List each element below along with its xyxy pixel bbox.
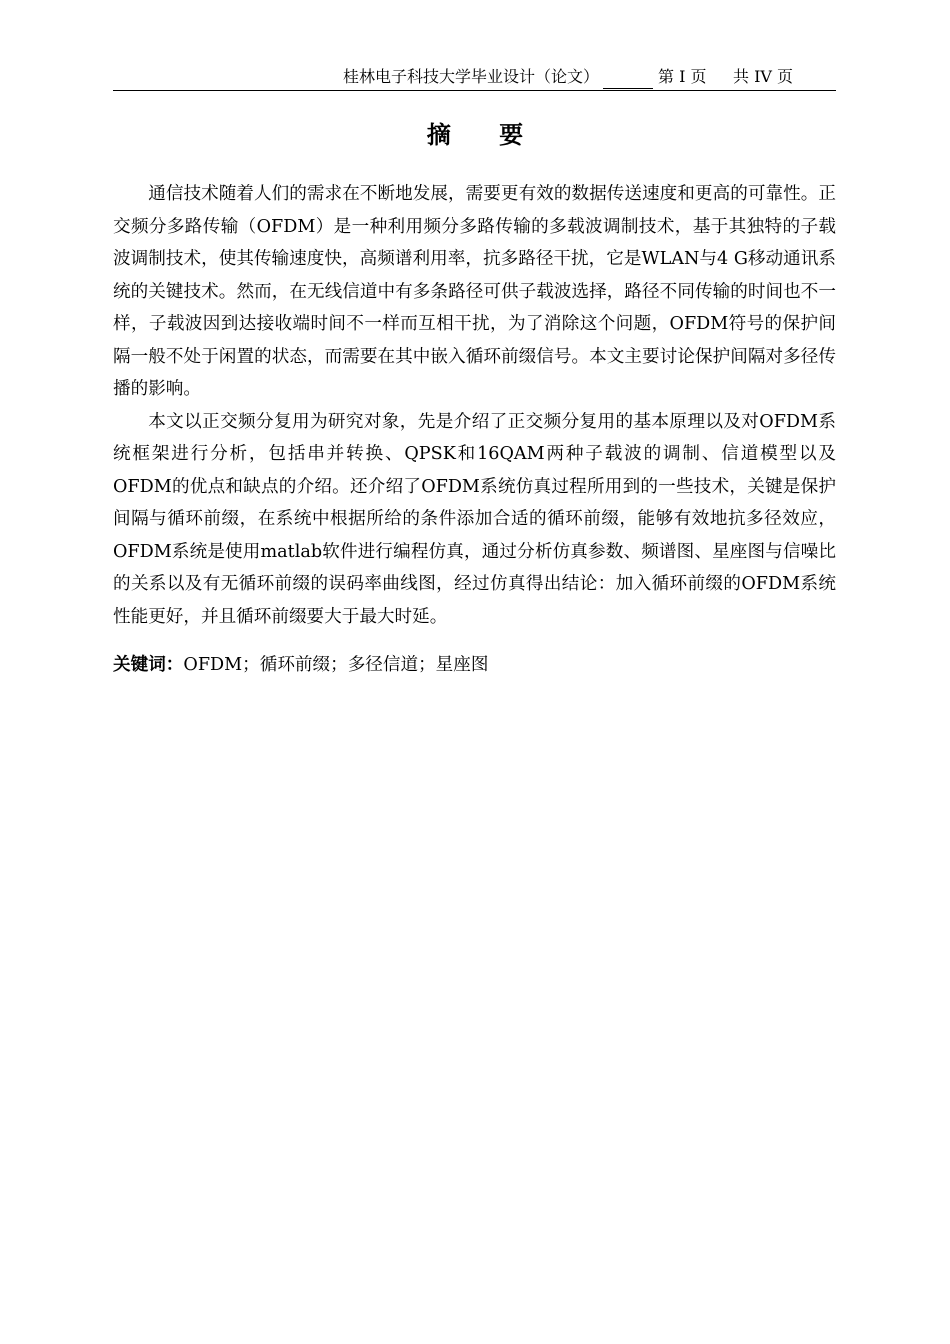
keywords-line (113, 649, 836, 682)
keywords-list: OFDM；循环前缀；多径信道；星座图 (183, 655, 489, 675)
abstract-paragraph-2: 本文以正交频分复用为研究对象，先是介绍了正交频分复用的基本原理以及对OFDM系统框架进行分析，包括串并转换、QPSK和16QAM两种子载波的调制、信道模型以及OFDM的优点和缺点的介绍。还介绍了OFDM系统仿真过程所用到的一些技术，关键是保护间隔与循环前缀，在系统中根据所给的条件添加合适的循环前缀，能够有效地抗多径效应，OFDM系统是使用matlab软件进行编程仿真，通过分析仿真参数、频谱图、星座图与信噪比的关系以及有无循环前缀的误码率曲线图，经过仿真得出结论：加入循环前缀的OFDM系统性能更好，并且循环前缀要大于最大时延。 (113, 411, 836, 627)
abstract-heading: 摘 要 (426, 121, 544, 149)
header-page-number: 第 I 页 (658, 67, 707, 86)
keywords-label: 关键词： (113, 655, 184, 675)
header-rule-segment (603, 88, 653, 89)
header-total-pages: 共 IV 页 (733, 67, 794, 86)
abstract-body (113, 178, 836, 682)
abstract-paragraph-1: 通信技术随着人们的需求在不断地发展，需要更有效的数据传送速度和更高的可靠性。正交频分多路传输（OFDM）是一种利用频分多路传输的多载波调制技术，基于其独特的子载波调制技术，使其传输速度快，高频谱利用率，抗多路径干扰，它是WLAN与4 G移动通讯系统的关键技术。然而，在无线信道中有多条路径可供子载波选择，路径不同传输的时间也不一样，子载波因到达接收端时间不一样而互相干扰，为了消除这个问题，OFDM符号的保护间隔一般不处于闲置的状态，而需要在其中嵌入循环前缀信号。本文主要讨论保护间隔对多径传播的影响。 (113, 184, 836, 399)
header-school-title: 桂林电子科技大学毕业设计（论文） (343, 67, 600, 86)
page-header (113, 64, 836, 91)
